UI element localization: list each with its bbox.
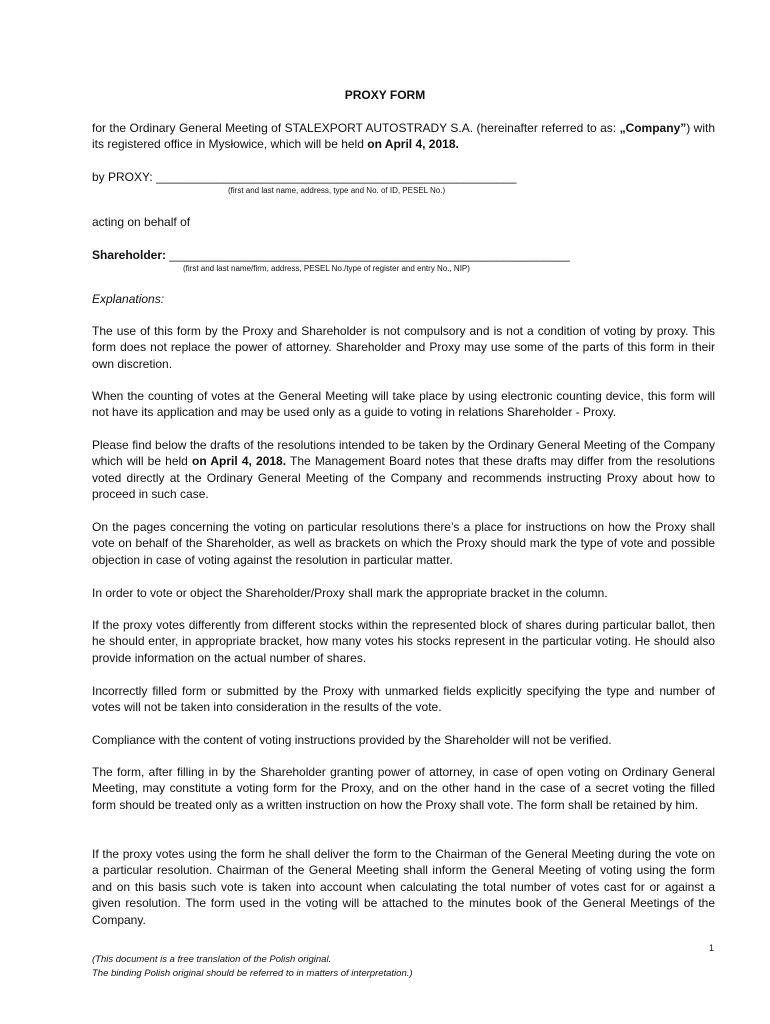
paragraph-6: If the proxy votes differently from different stocks within the represented block of shares during particular ballot, then he should enter, in appropriate bracket, how many votes his stocks represent in the particular voting. He should also provide information on the actual number of shares.	[92, 618, 715, 665]
paragraph-4: On the pages concerning the voting on particular resolutions there’s a place for instructions on how the Proxy shall vote on behalf of the Shareholder, as well as brackets on which the Proxy should mark the type of vote and possible objection in case of voting against the resolution in particular matter.	[92, 520, 715, 567]
footer-line-2: The binding Polish original should be referred to in matters of interpretation.)	[92, 968, 413, 979]
paragraph-3-a: Please find below the drafts of the resolutions intended to be taken by the Ordinary General Meeting of the Company which will be held	[92, 438, 715, 469]
intro-date: on April 4, 2018.	[367, 137, 459, 152]
explanations-heading: Explanations:	[92, 292, 165, 306]
acting-text: acting on behalf of	[92, 215, 191, 229]
shareholder-label: Shareholder:	[92, 248, 167, 262]
paragraph-3-date: on April 4, 2018.	[192, 454, 287, 469]
proxy-label: by PROXY:	[92, 170, 153, 184]
proxy-blank-line[interactable]: ______________________________________________________	[156, 170, 517, 184]
paragraph-3-b: The Management Board notes that these drafts may differ from the resolutions voted directly at the Ordinary General Meeting of the Company and recommends instructing Proxy about how to proceed in such case.	[92, 454, 715, 502]
footer-note	[92, 953, 413, 981]
paragraph-7: Incorrectly filled form or submitted by the Proxy with unmarked fields explicitly specifying the type and number of votes will not be taken into consideration in the results of the vote.	[92, 684, 715, 715]
footer-line-1: (This document is a free translation of the Polish original.	[92, 954, 332, 965]
shareholder-blank-line[interactable]: ____________________________________________________________	[169, 248, 570, 262]
page-title: PROXY FORM	[344, 88, 426, 102]
shareholder-field	[92, 248, 570, 262]
paragraph-8: Compliance with the content of voting instructions provided by the Shareholder will not be verified.	[92, 733, 612, 747]
paragraph-10: If the proxy votes using the form he shall deliver the form to the Chairman of the General Meeting during the vote on a particular resolution. Chairman of the General Meeting shall inform the General Meeting of voting using the form and on this basis such vote is taken into account when calculating the total number of votes cast for or against a given resolution. The form used in the voting will be attached to the minutes book of the General Meetings of the Company.	[92, 847, 715, 927]
intro-paragraph	[92, 120, 715, 153]
intro-company: „Company”	[619, 121, 687, 135]
proxy-field	[92, 170, 516, 184]
shareholder-hint: (first and last name/firm, address, PESEL No./type of register and entry No., NIP)	[183, 264, 470, 273]
paragraph-2: When the counting of votes at the General Meeting will take place by using electronic counting device, this form will not have its application and may be used only as a guide to voting in relations Shareholder - Proxy.	[92, 389, 715, 420]
paragraph-5: In order to vote or object the Shareholder/Proxy shall mark the appropriate bracket in the column.	[92, 586, 608, 600]
paragraph-1: The use of this form by the Proxy and Shareholder is not compulsory and is not a condition of voting by proxy. This form does not replace the power of attorney. Shareholder and Proxy may use some of the parts of this form in their own discretion.	[92, 324, 715, 371]
paragraph-9: The form, after filling in by the Shareholder granting power of attorney, in case of open voting on Ordinary General Meeting, may constitute a voting form for the Proxy, and on the other hand in the case of a secret voting the filled form should be treated only as a written instruction on how the Proxy shall vote. The form shall be retained by him.	[92, 765, 715, 812]
page-number: 1	[709, 943, 715, 953]
paragraph-3	[92, 437, 715, 503]
intro-text-a: for the Ordinary General Meeting of STALEXPORT AUTOSTRADY S.A. (hereinafter referred to as:	[92, 121, 620, 135]
intro-text-b: ) with its registered office in Mysłowice, which will be held	[92, 121, 716, 152]
proxy-hint: (first and last name, address, type and No. of ID, PESEL No.)	[228, 186, 446, 195]
